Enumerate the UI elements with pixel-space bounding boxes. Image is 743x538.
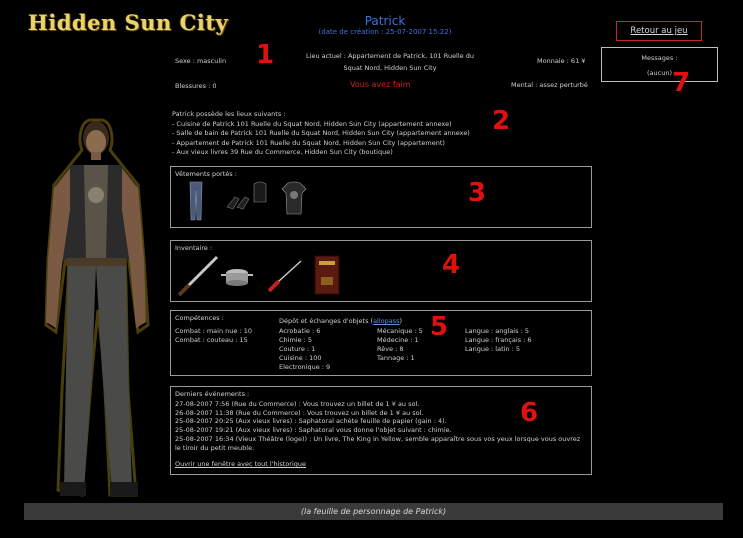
owned-places-intro: Patrick possède les lieux suivants : [172,110,286,118]
current-location [290,50,490,74]
hunger-status: Vous avez faim [350,80,411,89]
annotation-1: 1 [256,40,275,70]
character-name: Patrick [364,14,406,28]
owned-place-item[interactable]: - Salle de bain de Patrick 101 Ruelle du Squat Nord, Hidden Sun City (appartement annexe) [172,129,470,137]
skill-item: Electronique : 9 [279,363,331,371]
event-line: 26-08-2007 11:38 (Rue du Commerce) : Vous trouvez un billet de 1 ¥ au sol. [175,408,424,417]
location-line-1: Lieu actuel : Appartement de Patrick, 101 Ruelle du [306,52,474,60]
event-line: 25-08-2007 20:25 (Aux vieux livres) : Saphatoral achète feuille de papier (gain : 4). [175,417,447,426]
owned-place-item[interactable]: - Appartement de Patrick 101 Ruelle du Squat Nord, Hidden Sun City (appartement) [172,138,445,147]
clothes-title: Vêtements portés : [175,170,237,178]
pot-icon[interactable] [221,265,253,287]
creation-date: (date de création : 25-07-2007 15:22) [318,28,452,36]
skill-item: Langue : anglais : 5 [465,327,529,335]
sex-stat: Sexe : masculin [175,57,227,65]
location-line-2: Squat Nord, Hidden Sun City [343,64,437,72]
back-to-game-button[interactable]: Retour au jeu [616,21,702,41]
owned-place-item[interactable]: - Aux vieux livres 39 Rue du Commerce, Hidden Sun City (boutique) [172,148,393,156]
messages-value: (aucun) [647,69,672,77]
wounds-stat: Blessures : 0 [175,82,217,90]
annotation-3: 3 [468,178,487,208]
skill-item: Combat : couteau : 15 [175,336,248,344]
inventory-panel [170,240,592,302]
skills-title: Compétences : [175,314,224,322]
book-icon[interactable] [313,255,341,295]
events-title: Derniers événements : [175,390,250,398]
history-link[interactable]: Ouvrir une fenêtre avec tout l'historique [175,460,307,468]
footer-bar: (la feuille de personnage de Patrick) [24,503,723,520]
skills-col-4 [465,327,532,354]
annotation-7: 7 [672,68,691,98]
annotation-5: 5 [430,312,449,342]
event-line: 27-08-2007 7:56 (Rue du Commerce) : Vous trouvez un billet de 1 ¥ au sol. [175,400,420,408]
skills-col-3 [377,327,423,363]
skill-item: Langue : français : 6 [465,336,532,344]
mental-stat: Mental : assez perturbé [511,81,588,89]
skill-item: Mécanique : 5 [377,327,423,335]
skill-item: Combat : main nue : 10 [175,327,252,335]
skill-item: Tannage : 1 [377,354,415,362]
knife-icon[interactable] [175,255,219,299]
vest-icon[interactable] [253,181,267,203]
combat-skills [175,327,252,345]
event-line: le tiroir du petit meuble. [175,443,255,452]
allopass-link[interactable]: allopass [373,317,400,325]
skill-item: Langue : latin : 5 [465,345,521,353]
annotation-6: 6 [520,398,539,428]
skills-panel [170,310,592,376]
clothes-panel [170,166,592,228]
skills-col-2 [279,327,330,372]
depot-suffix: ) [399,317,403,325]
boots-icon[interactable] [225,193,251,211]
skill-item: Acrobatie : 6 [279,327,321,335]
skill-item: Chimie : 5 [279,336,313,344]
messages-box[interactable] [601,47,718,82]
tshirt-icon[interactable] [281,181,307,215]
annotation-4: 4 [442,250,461,280]
jeans-icon[interactable] [189,181,203,221]
skill-item: Médecine : 1 [377,336,419,344]
depot-exchange [279,317,402,327]
owned-places [172,110,492,158]
character-avatar [40,110,152,502]
money-stat: Monnaie : 61 ¥ [537,57,586,65]
annotation-2: 2 [492,106,511,136]
messages-title: Messages : [641,54,678,62]
skill-item: Rêve : 8 [377,345,404,353]
event-line: 25-08-2007 16:34 (Vieux Théâtre (loge)) : Un livre, The King in Yellow, semble apparaître sous vos yeux lorsque vous ouvrez [175,434,581,443]
screwdriver-icon[interactable] [265,259,305,295]
depot-prefix: Dépôt et échanges d'objets ( [279,317,374,325]
event-line: 25-08-2007 19:21 (Aux vieux livres) : Saphatoral vous donne l'objet suivant : chimie. [175,426,452,435]
skill-item: Couture : 1 [279,345,316,353]
skill-item: Cuisine : 100 [279,354,322,362]
inventory-title: Inventaire : [175,244,213,252]
owned-place-item[interactable]: - Cuisine de Patrick 101 Ruelle du Squat Nord, Hidden Sun City (appartement annexe) [172,119,452,128]
site-logo[interactable]: Hidden Sun City [28,10,229,35]
